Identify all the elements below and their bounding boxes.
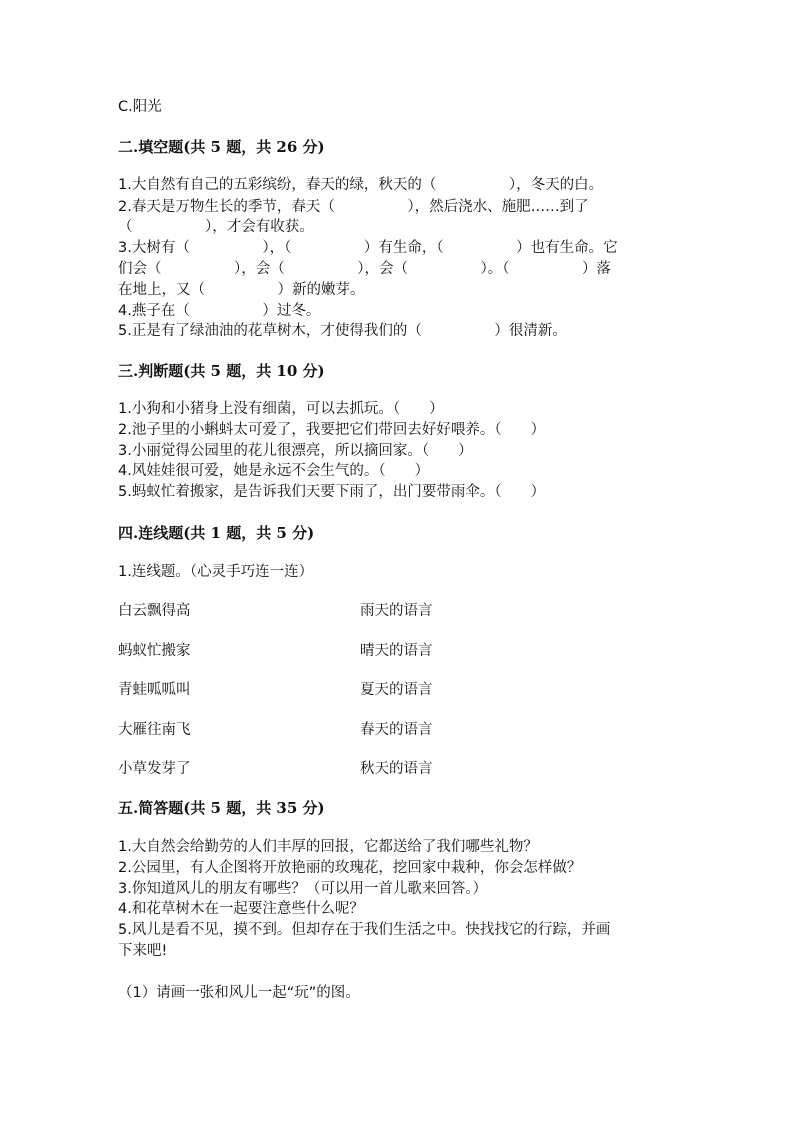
matching-question: 1.连线题。（心灵手巧连一连）	[118, 564, 314, 580]
fill-line: 们会（ ），会（ ），会（ ）。（ ）落	[118, 261, 611, 277]
match-right-item: 春天的语言	[360, 722, 433, 738]
section2-heading: 二.填空题(共 5 题，共 26 分)	[118, 138, 325, 156]
match-left-item: 青蛙呱呱叫	[118, 682, 191, 698]
judge-line: 1.小狗和小猪身上没有细菌，可以去抓玩。（ ）	[118, 401, 444, 417]
answer-line: 下来吧!	[118, 943, 168, 959]
fill-line: 5.正是有了绿油油的花草树木，才使得我们的（ ）很清新。	[118, 323, 567, 339]
fill-line: 4.燕子在（ ）过冬。	[118, 303, 321, 319]
fill-line: 1.大自然有自己的五彩缤纷，春天的绿，秋天的（ ），冬天的白。	[118, 177, 604, 193]
judge-line: 2.池子里的小蝌蚪太可爱了，我要把它们带回去好好喂养。（ ）	[118, 422, 546, 438]
fill-line: （ ），才会有收获。	[118, 219, 314, 235]
fill-line: 在地上，又（ ）新的嫩芽。	[118, 282, 365, 298]
answer-line: 3.你知道风儿的朋友有哪些？（可以用一首儿歌来回答。）	[118, 881, 488, 897]
match-left-item: 小草发芽了	[118, 761, 191, 777]
subquestion: （1）请画一张和风儿一起“玩”的图。	[118, 985, 360, 1001]
judge-line: 5.蚂蚁忙着搬家，是告诉我们天要下雨了，出门要带雨伞。（ ）	[118, 484, 546, 500]
judge-line: 4.风娃娃很可爱，她是永远不会生气的。（ ）	[118, 463, 430, 479]
answer-line: 4.和花草树木在一起要注意些什么呢？	[118, 901, 364, 917]
match-left-item: 大雁往南飞	[118, 722, 191, 738]
match-right-item: 雨天的语言	[360, 603, 433, 619]
fill-line: 2.春天是万物生长的季节，春天（ ），然后浇水、施肥……到了	[118, 199, 589, 215]
answer-line: 5.风儿是看不见，摸不到。但却存在于我们生活之中。快找找它的行踪，并画	[118, 922, 611, 938]
section5-heading: 五.简答题(共 5 题，共 35 分)	[118, 799, 325, 817]
match-right-item: 秋天的语言	[360, 761, 433, 777]
match-left-item: 白云飘得高	[118, 603, 191, 619]
answer-line: 1.大自然会给勤劳的人们丰厚的回报，它都送给了我们哪些礼物？	[118, 839, 538, 855]
match-left-item: 蚂蚁忙搬家	[118, 643, 191, 659]
match-right-item: 晴天的语言	[360, 643, 433, 659]
judge-line: 3.小丽觉得公园里的花儿很漂亮，所以摘回家。（ ）	[118, 443, 473, 459]
section4-heading: 四.连线题(共 1 题，共 5 分)	[118, 524, 315, 542]
match-right-item: 夏天的语言	[360, 682, 433, 698]
answer-line: 2.公园里，有人企图将开放艳丽的玫瑰花，挖回家中栽种，你会怎样做？	[118, 860, 582, 876]
fill-line: 3.大树有（ ），（ ）有生命，（ ）也有生命。它	[118, 240, 618, 256]
section3-heading: 三.判断题(共 5 题，共 10 分)	[118, 362, 325, 380]
option-c: C.阳光	[118, 99, 162, 115]
